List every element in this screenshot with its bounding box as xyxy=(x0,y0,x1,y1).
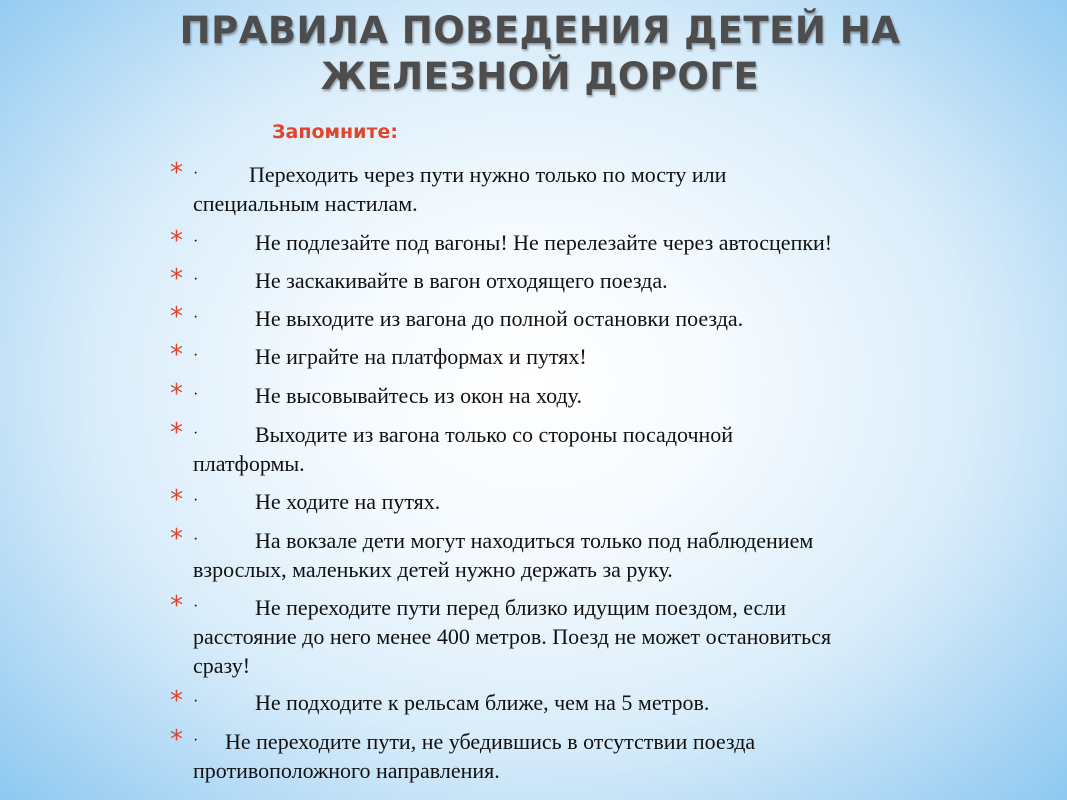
rule-text: Переходить через пути нужно только по мосту или специальным настилам. xyxy=(193,162,727,216)
asterisk-bullet-icon: * xyxy=(170,340,183,370)
rule-text: Не переходите пути перед близко идущим поездом, если расстояние до него менее 400 метров. Поезд не может остановиться сразу! xyxy=(193,595,832,678)
rule-text: Не выходите из вагона до полной остановки поезда. xyxy=(255,306,744,331)
rule-text: Не ходите на путях. xyxy=(255,489,441,514)
dot-marker: · xyxy=(193,233,199,250)
rule-text: Не заскакивайте в вагон отходящего поезда. xyxy=(255,268,668,293)
asterisk-bullet-icon: * xyxy=(170,686,183,716)
dot-marker: · xyxy=(193,425,199,442)
dot-marker: · xyxy=(193,386,199,403)
rule-text: Не играйте на платформах и путях! xyxy=(255,344,587,369)
rule-text: Не подходите к рельсам ближе, чем на 5 метров. xyxy=(255,690,710,715)
asterisk-bullet-icon: * xyxy=(170,158,183,188)
rule-text: Не переходите пути, не убедившись в отсутствии поезда противоположного направления. xyxy=(193,729,756,783)
dot-marker: · xyxy=(193,693,199,710)
asterisk-bullet-icon: * xyxy=(170,524,183,554)
asterisk-bullet-icon: * xyxy=(170,418,183,448)
dot-marker: · xyxy=(193,732,199,749)
dot-marker: · xyxy=(193,165,199,182)
slide-title: ПРАВИЛА ПОВЕДЕНИЯ ДЕТЕЙ НА ЖЕЛЕЗНОЙ ДОРОГЕ xyxy=(179,9,901,98)
dot-marker: · xyxy=(193,531,199,548)
rule-text: Не высовывайтесь из окон на ходу. xyxy=(255,383,582,408)
asterisk-bullet-icon: * xyxy=(170,264,183,294)
rule-text: Не подлезайте под вагоны! Не перелезайте через автосцепки! xyxy=(255,230,833,255)
dot-marker: · xyxy=(193,598,199,615)
asterisk-bullet-icon: * xyxy=(170,485,183,515)
asterisk-bullet-icon: * xyxy=(170,379,183,409)
dot-marker: · xyxy=(193,347,199,364)
dot-marker: · xyxy=(193,309,199,326)
asterisk-bullet-icon: * xyxy=(170,725,183,755)
asterisk-bullet-icon: * xyxy=(170,302,183,332)
asterisk-bullet-icon: * xyxy=(170,226,183,256)
remember-heading: Запомните: xyxy=(272,121,398,143)
dot-marker: · xyxy=(193,271,199,288)
asterisk-bullet-icon: * xyxy=(170,591,183,621)
dot-marker: · xyxy=(193,492,199,509)
rule-text: Выходите из вагона только со стороны посадочной платформы. xyxy=(193,422,734,476)
rule-text: На вокзале дети могут находиться только под наблюдением взрослых, маленьких детей нужно держать за руку. xyxy=(193,528,814,582)
